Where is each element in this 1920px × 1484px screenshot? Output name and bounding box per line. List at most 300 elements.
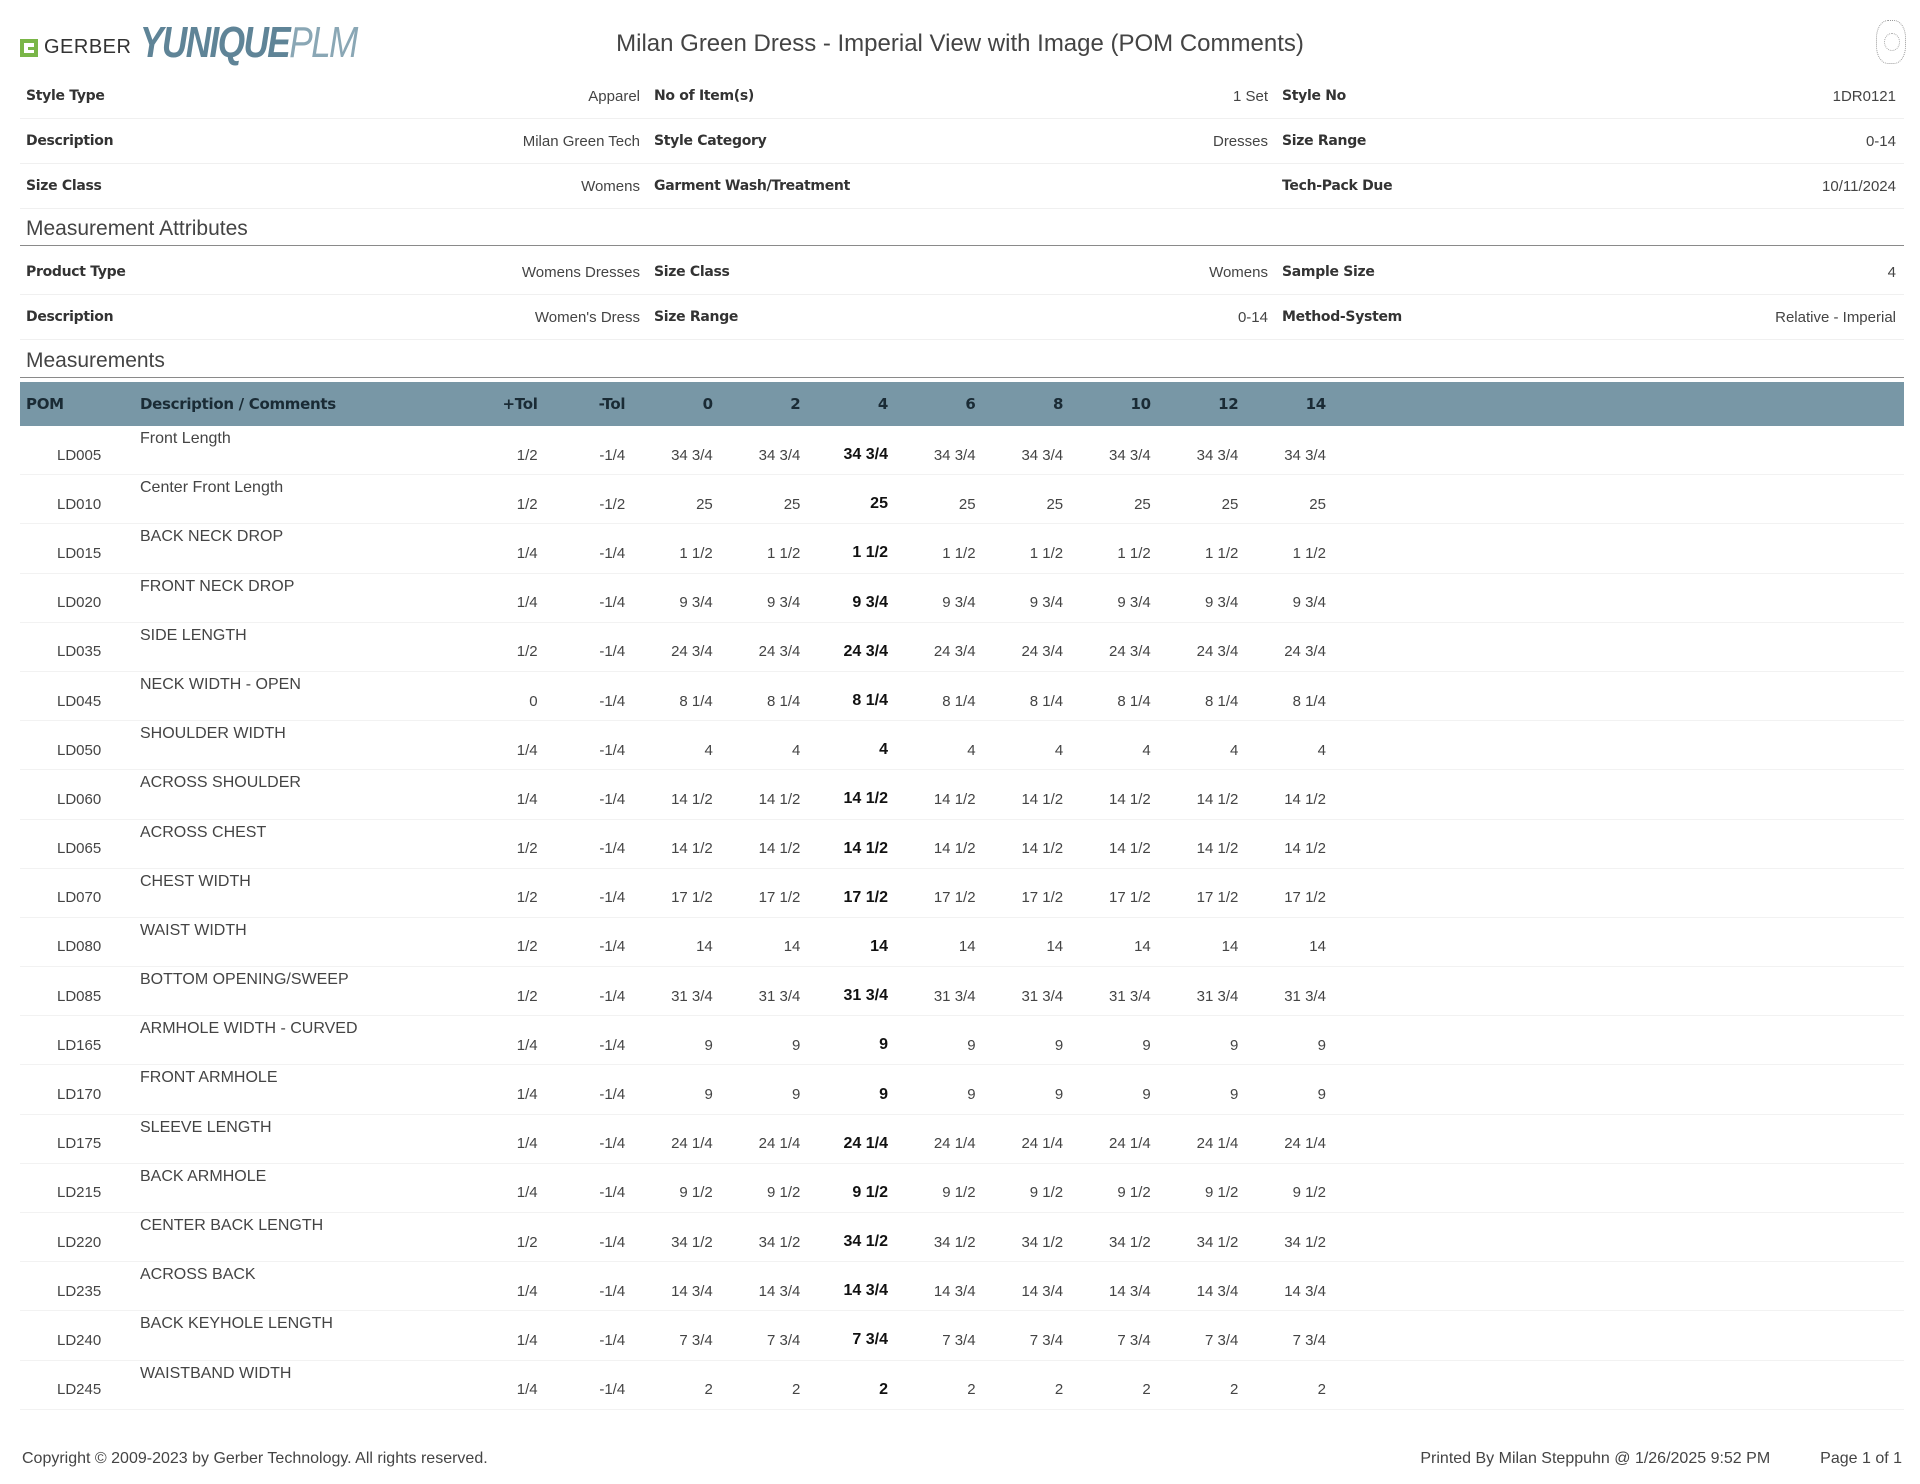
pom-description: WAIST WIDTH (140, 921, 247, 939)
size-value: 34 1/2 (1284, 1233, 1326, 1251)
minus-tolerance: -1/4 (599, 938, 626, 956)
size-value: 25 (1134, 495, 1151, 513)
pom-code: LD045 (57, 692, 102, 710)
size-value: 9 3/4 (1292, 594, 1326, 612)
size-value: 31 3/4 (671, 987, 713, 1005)
size-value: 14 1/2 (933, 840, 976, 858)
pom-description: ACROSS SHOULDER (140, 774, 301, 792)
size-value: 14 1/2 (1109, 790, 1151, 808)
minus-tolerance: -1/4 (599, 446, 626, 464)
pom-description: Front Length (140, 430, 231, 447)
size-value: 9 (792, 1086, 801, 1104)
size-value: 4 (1142, 741, 1151, 759)
info-value: Womens (581, 177, 640, 195)
plus-tolerance: 1/4 (516, 1282, 538, 1300)
info-row (20, 74, 1904, 119)
table-row (20, 623, 1904, 672)
pom-code: LD065 (57, 840, 102, 858)
table-row (20, 918, 1904, 967)
column-header: 6 (965, 395, 976, 413)
pom-code: LD005 (57, 446, 102, 464)
measurements-table (20, 382, 1904, 1410)
info-field (648, 178, 1276, 194)
info-label: No of Item(s) (654, 87, 755, 104)
yunique-wordmark: YUNIQUE (140, 18, 290, 67)
size-value: 14 (1134, 938, 1151, 956)
sample-size-value: 9 (879, 1036, 888, 1054)
info-value: 0-14 (1865, 132, 1896, 150)
minus-tolerance: -1/4 (599, 594, 626, 612)
info-field (20, 309, 648, 326)
table-row (20, 1361, 1904, 1410)
size-value: 7 3/4 (1204, 1331, 1239, 1349)
size-value: 9 (967, 1036, 976, 1054)
pom-code: LD070 (57, 889, 102, 907)
minus-tolerance: -1/4 (599, 1381, 626, 1399)
size-value: 4 (1054, 741, 1064, 759)
sample-size-value: 14 1/2 (843, 790, 888, 808)
column-header: Description / Comments (140, 395, 336, 413)
pom-description: FRONT NECK DROP (140, 577, 295, 595)
info-field (1276, 178, 1904, 195)
size-value: 7 3/4 (1292, 1331, 1326, 1349)
pom-description: BACK KEYHOLE LENGTH (140, 1315, 333, 1333)
size-value: 9 (704, 1036, 713, 1054)
size-value: 34 1/2 (1109, 1233, 1151, 1251)
pom-code: LD085 (57, 987, 102, 1005)
measurements-title: Measurements (20, 346, 1904, 378)
size-value: 24 1/4 (1196, 1135, 1239, 1153)
size-value: 25 (1046, 495, 1064, 513)
plus-tolerance: 1/2 (516, 495, 538, 513)
measurement-attributes-title: Measurement Attributes (20, 214, 1904, 246)
size-value: 9 1/2 (1117, 1184, 1151, 1202)
size-value: 4 (792, 741, 801, 759)
info-value: 10/11/2024 (1822, 177, 1896, 195)
column-header: 14 (1305, 395, 1326, 413)
size-value: 24 3/4 (1021, 643, 1064, 661)
plus-tolerance: 1/4 (516, 1184, 538, 1202)
style-info-grid (20, 74, 1904, 209)
size-value: 1 1/2 (1204, 544, 1239, 562)
size-value: 14 3/4 (1284, 1282, 1326, 1300)
size-value: 31 3/4 (1284, 987, 1326, 1005)
minus-tolerance: -1/4 (599, 1233, 626, 1251)
info-field (20, 264, 648, 281)
size-value: 17 1/2 (1109, 889, 1151, 907)
printed-by-text: Printed By Milan Steppuhn @ 1/26/2025 9:52 PM (1420, 1450, 1771, 1467)
info-value: 1 Set (1232, 87, 1268, 105)
table-row (20, 1213, 1904, 1262)
size-value: 34 1/2 (671, 1233, 713, 1251)
plus-tolerance: 1/4 (516, 1135, 538, 1153)
table-row (20, 1164, 1904, 1213)
minus-tolerance: -1/2 (599, 495, 626, 513)
sample-size-value: 4 (879, 741, 888, 759)
size-value: 9 1/2 (942, 1184, 976, 1202)
plus-tolerance: 1/2 (516, 1233, 538, 1251)
pom-code: LD170 (57, 1086, 102, 1104)
size-value: 7 3/4 (1117, 1331, 1151, 1349)
size-value: 14 3/4 (1109, 1282, 1151, 1300)
minus-tolerance: -1/4 (599, 1135, 626, 1153)
size-value: 9 (1317, 1036, 1326, 1054)
size-value: 24 3/4 (1284, 643, 1326, 661)
size-value: 9 (704, 1086, 713, 1104)
size-value: 14 1/2 (1021, 790, 1064, 808)
sample-size-value: 14 3/4 (843, 1282, 888, 1300)
info-field (648, 309, 1276, 326)
footer-right (1420, 1450, 1902, 1468)
minus-tolerance: -1/4 (599, 692, 626, 710)
info-field (648, 264, 1276, 281)
minus-tolerance: -1/4 (599, 987, 626, 1005)
size-value: 34 3/4 (671, 446, 713, 464)
size-value: 1 1/2 (1117, 544, 1151, 562)
table-row (20, 770, 1904, 819)
column-header: POM (26, 395, 64, 413)
size-value: 1 1/2 (942, 544, 976, 562)
size-value: 25 (783, 495, 801, 513)
size-value: 9 (1230, 1036, 1239, 1054)
minus-tolerance: -1/4 (599, 643, 626, 661)
size-value: 34 1/2 (933, 1233, 976, 1251)
size-value: 8 1/4 (1292, 692, 1326, 710)
pom-code: LD165 (57, 1036, 102, 1054)
pom-description: SHOULDER WIDTH (140, 725, 286, 743)
size-value: 1 1/2 (767, 544, 801, 562)
size-value: 34 1/2 (758, 1233, 801, 1251)
pom-code: LD220 (57, 1233, 102, 1251)
size-value: 14 1/2 (671, 790, 713, 808)
table-row (20, 672, 1904, 721)
pom-code: LD080 (57, 938, 102, 956)
sample-size-value: 9 (879, 1085, 888, 1103)
size-value: 24 3/4 (671, 643, 713, 661)
size-value: 24 3/4 (933, 643, 976, 661)
size-value: 2 (1054, 1381, 1064, 1399)
sample-size-value: 9 1/2 (852, 1183, 888, 1201)
pom-description: CENTER BACK LENGTH (140, 1217, 324, 1234)
size-value: 17 1/2 (1021, 889, 1064, 907)
pom-code: LD245 (57, 1381, 102, 1399)
info-label: Garment Wash/Treatment (654, 178, 850, 194)
size-value: 25 (958, 495, 976, 513)
pom-description: ARMHOLE WIDTH - CURVED (140, 1020, 358, 1038)
pom-description: SLEEVE LENGTH (140, 1118, 272, 1136)
size-value: 1 1/2 (679, 544, 713, 562)
info-label: Description (26, 308, 114, 325)
size-value: 14 3/4 (1021, 1282, 1064, 1300)
copyright-text: Copyright © 2009-2023 by Gerber Technology. All rights reserved. (22, 1450, 488, 1467)
table-row (20, 574, 1904, 623)
seal-icon (1876, 20, 1906, 64)
info-field (20, 178, 648, 195)
size-value: 24 3/4 (1109, 643, 1151, 661)
info-field (20, 88, 648, 105)
plus-tolerance: 0 (529, 692, 538, 710)
size-value: 24 3/4 (1196, 643, 1239, 661)
size-value: 4 (1230, 741, 1239, 759)
plus-tolerance: 1/4 (516, 1036, 538, 1054)
size-value: 34 1/2 (1021, 1233, 1064, 1251)
size-value: 17 1/2 (758, 889, 801, 907)
size-value: 24 1/4 (671, 1135, 713, 1153)
size-value: 14 1/2 (758, 840, 801, 858)
size-value: 34 3/4 (758, 446, 801, 464)
sample-size-value: 14 1/2 (843, 839, 888, 857)
size-value: 2 (704, 1381, 713, 1399)
size-value: 34 3/4 (1021, 446, 1064, 464)
size-value: 14 1/2 (1284, 840, 1326, 858)
column-header: 12 (1218, 395, 1239, 413)
pom-code: LD015 (57, 544, 102, 562)
sample-size-value: 24 3/4 (843, 642, 888, 660)
minus-tolerance: -1/4 (599, 1036, 626, 1054)
size-value: 34 3/4 (1196, 446, 1239, 464)
info-field (1276, 264, 1904, 281)
size-value: 9 (1054, 1086, 1064, 1104)
size-value: 2 (1230, 1381, 1239, 1399)
size-value: 9 3/4 (679, 594, 713, 612)
measurements-table-header (20, 382, 1904, 426)
table-row (20, 475, 1904, 524)
column-header: +Tol (502, 395, 538, 413)
table-row (20, 967, 1904, 1016)
sample-size-value: 17 1/2 (843, 888, 888, 906)
sample-size-value: 9 3/4 (852, 593, 888, 611)
size-value: 14 3/4 (1196, 1282, 1239, 1300)
sample-size-value: 8 1/4 (852, 692, 888, 710)
size-value: 34 3/4 (1284, 446, 1326, 464)
minus-tolerance: -1/4 (599, 889, 626, 907)
info-value: Dresses (1212, 132, 1268, 150)
info-label: Size Range (654, 308, 739, 325)
plus-tolerance: 1/2 (516, 446, 538, 464)
plus-tolerance: 1/4 (516, 1086, 538, 1104)
info-row (20, 164, 1904, 209)
size-value: 1 1/2 (1029, 544, 1064, 562)
size-value: 9 (1230, 1086, 1239, 1104)
table-row (20, 524, 1904, 573)
pom-code: LD035 (57, 643, 102, 661)
size-value: 4 (1317, 741, 1326, 759)
size-value: 24 3/4 (758, 643, 801, 661)
sample-size-value: 31 3/4 (843, 987, 888, 1005)
pom-description: BACK ARMHOLE (140, 1167, 267, 1185)
pom-description: FRONT ARMHOLE (140, 1069, 278, 1087)
pom-description: Center Front Length (140, 479, 284, 497)
plus-tolerance: 1/4 (516, 741, 538, 759)
gerber-wordmark: GERBER (44, 36, 132, 58)
size-value: 9 (1142, 1036, 1151, 1054)
info-label: Tech-Pack Due (1282, 177, 1393, 194)
size-value: 17 1/2 (671, 889, 713, 907)
pom-description: ACROSS CHEST (140, 823, 267, 841)
column-header: 0 (702, 395, 713, 413)
size-value: 31 3/4 (1196, 987, 1239, 1005)
info-value: 0-14 (1237, 308, 1268, 326)
size-value: 14 1/2 (1196, 790, 1239, 808)
pom-code: LD060 (57, 790, 102, 808)
size-value: 14 (1309, 938, 1326, 956)
size-value: 14 1/2 (1284, 790, 1326, 808)
size-value: 9 3/4 (1204, 594, 1239, 612)
info-field (1276, 88, 1904, 105)
pom-description: WAISTBAND WIDTH (140, 1364, 292, 1382)
info-row (20, 250, 1904, 295)
pom-code: LD020 (57, 594, 102, 612)
size-value: 8 1/4 (679, 692, 713, 710)
sample-size-value: 1 1/2 (852, 544, 888, 562)
size-value: 14 1/2 (671, 840, 713, 858)
size-value: 14 (1046, 938, 1064, 956)
info-value: Womens (1209, 263, 1268, 281)
size-value: 7 3/4 (942, 1331, 976, 1349)
minus-tolerance: -1/4 (599, 790, 626, 808)
pom-code: LD240 (57, 1331, 102, 1349)
info-field (648, 88, 1276, 105)
table-row (20, 426, 1904, 475)
minus-tolerance: -1/4 (599, 741, 626, 759)
info-value: Relative - Imperial (1775, 308, 1896, 326)
size-value: 7 3/4 (767, 1331, 801, 1349)
size-value: 34 1/2 (1196, 1233, 1239, 1251)
info-label: Sample Size (1282, 263, 1375, 280)
size-value: 14 (783, 938, 801, 956)
pom-description: NECK WIDTH - OPEN (140, 675, 301, 693)
size-value: 17 1/2 (1284, 889, 1326, 907)
size-value: 8 1/4 (1204, 692, 1239, 710)
size-value: 9 (1317, 1086, 1326, 1104)
size-value: 24 1/4 (758, 1135, 801, 1153)
size-value: 25 (1309, 495, 1326, 513)
minus-tolerance: -1/4 (599, 840, 626, 858)
table-row (20, 721, 1904, 770)
plm-wordmark: PLM (289, 18, 357, 67)
size-value: 24 1/4 (933, 1135, 976, 1153)
info-value: Milan Green Tech (522, 132, 640, 150)
size-value: 14 (696, 938, 713, 956)
column-header: 8 (1053, 395, 1064, 413)
info-label: Method-System (1282, 308, 1402, 325)
plus-tolerance: 1/2 (516, 643, 538, 661)
info-value: 1DR0121 (1832, 87, 1896, 105)
pom-description: CHEST WIDTH (140, 872, 251, 890)
size-value: 9 1/2 (679, 1184, 713, 1202)
minus-tolerance: -1/4 (599, 1331, 626, 1349)
size-value: 31 3/4 (933, 987, 976, 1005)
table-row (20, 820, 1904, 869)
pom-code: LD050 (57, 741, 102, 759)
sample-size-value: 34 3/4 (843, 446, 888, 464)
sample-size-value: 2 (879, 1380, 888, 1398)
document-title: Milan Green Dress - Imperial View with Image (POM Comments) (616, 30, 1304, 57)
size-value: 25 (1221, 495, 1239, 513)
plus-tolerance: 1/4 (516, 790, 538, 808)
sample-size-value: 34 1/2 (843, 1233, 888, 1251)
page-number: Page 1 of 1 (1820, 1450, 1902, 1467)
size-value: 34 3/4 (1109, 446, 1151, 464)
size-value: 14 3/4 (758, 1282, 801, 1300)
column-header: 10 (1130, 395, 1151, 413)
info-row (20, 295, 1904, 340)
size-value: 9 3/4 (1029, 594, 1064, 612)
size-value: 24 1/4 (1284, 1135, 1326, 1153)
plus-tolerance: 1/2 (516, 840, 538, 858)
page-header (0, 0, 1920, 80)
size-value: 1 1/2 (1292, 544, 1326, 562)
minus-tolerance: -1/4 (599, 1282, 626, 1300)
table-row (20, 869, 1904, 918)
plus-tolerance: 1/2 (516, 889, 538, 907)
plus-tolerance: 1/4 (516, 544, 538, 562)
info-field (648, 133, 1276, 150)
size-value: 9 1/2 (1292, 1184, 1326, 1202)
table-row (20, 1262, 1904, 1311)
size-value: 14 1/2 (1021, 840, 1064, 858)
size-value: 25 (696, 495, 713, 513)
size-value: 2 (1142, 1381, 1151, 1399)
size-value: 31 3/4 (1021, 987, 1064, 1005)
pom-code: LD010 (57, 495, 102, 513)
size-value: 4 (704, 741, 713, 759)
info-label: Size Class (654, 263, 730, 280)
size-value: 9 1/2 (1029, 1184, 1064, 1202)
table-row (20, 1311, 1904, 1360)
size-value: 7 3/4 (679, 1331, 713, 1349)
size-value: 14 3/4 (671, 1282, 713, 1300)
plus-tolerance: 1/2 (516, 938, 538, 956)
size-value: 2 (967, 1381, 976, 1399)
size-value: 14 1/2 (1109, 840, 1151, 858)
pom-description: BOTTOM OPENING/SWEEP (140, 971, 349, 989)
size-value: 14 1/2 (933, 790, 976, 808)
size-value: 8 1/4 (942, 692, 976, 710)
info-label: Size Range (1282, 132, 1367, 149)
size-value: 34 3/4 (933, 446, 976, 464)
size-value: 14 (958, 938, 976, 956)
plus-tolerance: 1/4 (516, 594, 538, 612)
info-label: Product Type (26, 263, 126, 280)
pom-code: LD235 (57, 1282, 102, 1300)
size-value: 8 1/4 (1029, 692, 1064, 710)
size-value: 9 (792, 1036, 801, 1054)
size-value: 9 (1142, 1086, 1151, 1104)
pom-code: LD215 (57, 1184, 102, 1202)
size-value: 9 1/2 (1204, 1184, 1239, 1202)
sample-size-value: 25 (870, 495, 888, 513)
pom-description: ACROSS BACK (140, 1266, 256, 1284)
size-value: 9 3/4 (1117, 594, 1151, 612)
info-label: Style Type (26, 87, 105, 104)
pom-description: BACK NECK DROP (140, 528, 284, 546)
plus-tolerance: 1/2 (516, 987, 538, 1005)
plus-tolerance: 1/4 (516, 1331, 538, 1349)
info-row (20, 119, 1904, 164)
info-label: Style No (1282, 87, 1347, 104)
size-value: 17 1/2 (933, 889, 976, 907)
minus-tolerance: -1/4 (599, 1086, 626, 1104)
size-value: 31 3/4 (1109, 987, 1151, 1005)
column-header: -Tol (598, 395, 626, 413)
size-value: 14 (1221, 938, 1239, 956)
size-value: 9 (1054, 1036, 1064, 1054)
size-value: 4 (967, 741, 976, 759)
info-field (1276, 309, 1904, 326)
info-field (20, 133, 648, 150)
info-value: Women's Dress (534, 308, 640, 326)
